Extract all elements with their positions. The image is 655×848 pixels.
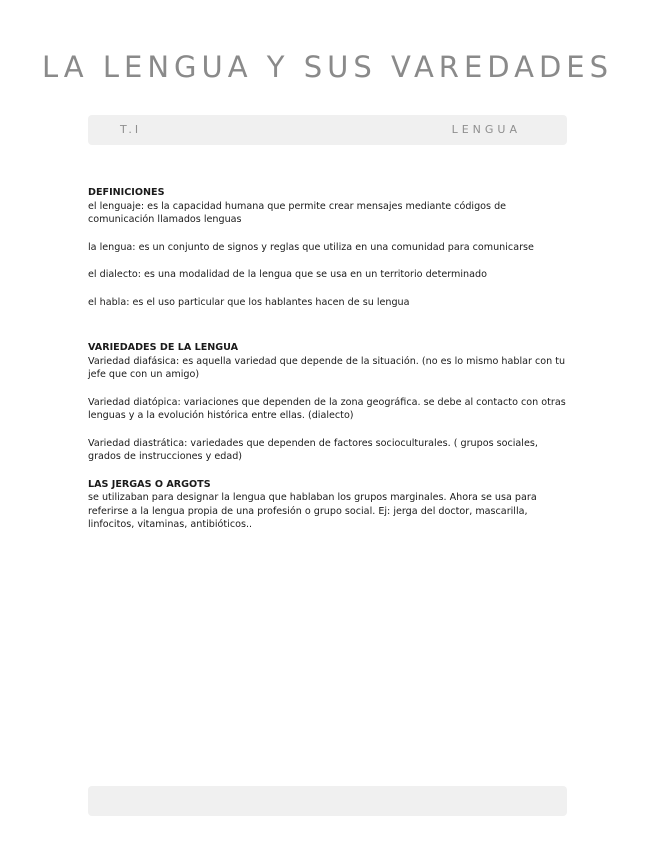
paragraph: el dialecto: es una modalidad de la lengua que se usa en un territorio determinado — [88, 269, 487, 280]
section-heading: VARIEDADES DE LA LENGUA — [88, 342, 239, 353]
header-subject-label: LENGUA — [451, 123, 521, 136]
section-heading: DEFINICIONES — [88, 187, 165, 198]
section-definiciones — [88, 186, 568, 309]
paragraph: la lengua: es un conjunto de signos y reglas que utiliza en una comunidad para comunicarse — [88, 241, 534, 253]
paragraph: el lenguaje: es la capacidad humana que permite crear mensajes mediante códigos de comunicación llamados lenguas — [88, 200, 507, 225]
section-jergas — [88, 478, 568, 532]
section-variedades — [88, 341, 568, 464]
header-bar — [88, 115, 567, 145]
paragraph: Variedad diafásica: es aquella variedad que depende de la situación. (no es lo mismo hablar con tu jefe que con un amigo) — [88, 355, 566, 380]
paragraph: se utilizaban para designar la lengua que hablaban los grupos marginales. Ahora se usa para referirse a la lengua propia de una profesión o grupo social. Ej: jerga del doctor, mascarilla, linfocitos, vitaminas, antibióticos.. — [88, 492, 537, 530]
document-body — [88, 186, 568, 546]
paragraph: Variedad diastrática: variedades que dependen de factores socioculturales. ( grupos sociales, grados de instrucciones y edad) — [88, 437, 538, 462]
paragraph: el habla: es el uso particular que los hablantes hacen de su lengua — [88, 296, 410, 308]
paragraph: Variedad diatópica: variaciones que dependen de la zona geográfica. se debe al contacto con otras lenguas y a la evolución histórica entre ellas. (dialecto) — [88, 396, 566, 421]
page-title: LA LENGUA Y SUS VAREDADES — [41, 50, 614, 84]
section-heading: LAS JERGAS O ARGOTS — [88, 478, 211, 490]
footer-bar — [88, 786, 567, 816]
header-left-label: T.I — [120, 123, 142, 136]
